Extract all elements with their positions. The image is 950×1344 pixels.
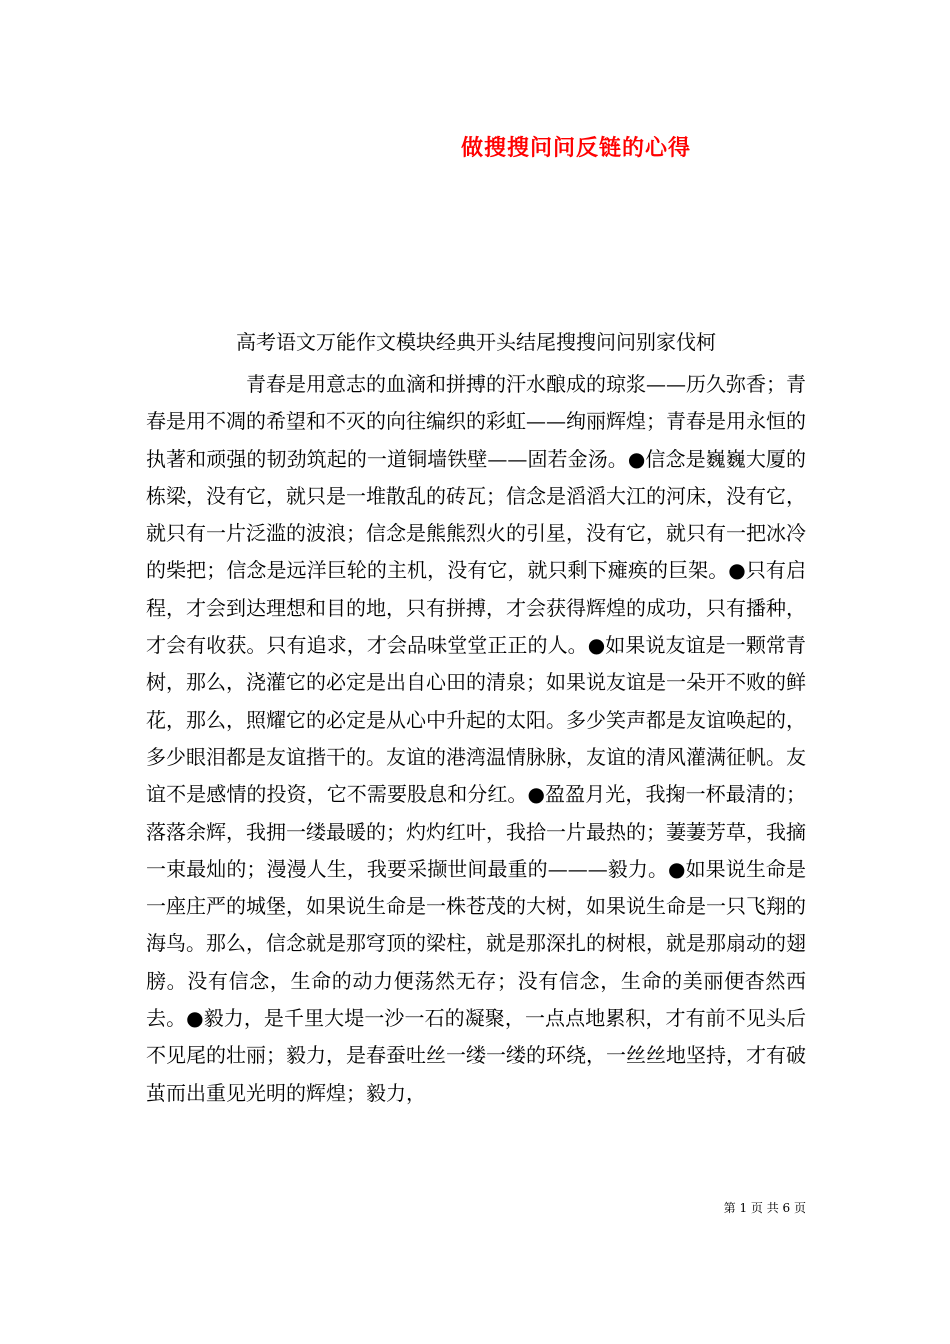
document-body: 青春是用意志的血滴和拼搏的汗水酿成的琼浆——历久弥香；青春是用不凋的希望和不灭的向往编织的彩虹——绚丽辉煌；青春是用永恒的执著和顽强的韧劲筑起的一道铜墙铁壁——固若金汤。●信念是巍巍大厦的栋梁，没有它，就只是一堆散乱的砖瓦；信念是滔滔大江的河床，没有它，就只有一片泛滥的波浪；信念是熊熊烈火的引星，没有它，就只有一把冰冷的柴把；信念是远洋巨轮的主机，没有它，就只剩下瘫痪的巨架。●只有启程，才会到达理想和目的地，只有拼搏，才会获得辉煌的成功，只有播种，才会有收获。只有追求，才会品味堂堂正正的人。●如果说友谊是一颗常青树，那么，浇灌它的必定是出自心田的清泉；如果说友谊是一朵开不败的鲜花，那么，照耀它的必定是从心中升起的太阳。多少笑声都是友谊唤起的，多少眼泪都是友谊揩干的。友谊的港湾温情脉脉，友谊的清风灌满征帆。友谊不是感情的投资，它不需要股息和分红。●盈盈月光，我掬一杯最清的；落落余辉，我拥一缕最暖的；灼灼红叶，我拾一片最热的；萋萋芳草，我摘一束最灿的；漫漫人生，我要采撷世间最重的———毅力。●如果说生命是一座庄严的城堡，如果说生命是一株苍茂的大树，如果说生命是一只飞翔的海鸟。那么，信念就是那穹顶的梁柱，就是那深扎的树根，就是那扇动的翅膀。没有信念，生命的动力便荡然无存；没有信念，生命的美丽便杳然西去。●毅力，是千里大堤一沙一石的凝聚，一点点地累积，才有前不见头后不见尾的壮丽；毅力，是春蚕吐丝一缕一缕的环绕，一丝丝地坚持，才有破茧而出重见光明的辉煌；毅力， (146, 372, 806, 1105)
document-title: 做搜搜问问反链的心得 (460, 136, 691, 161)
page-number: 第 1 页 共 6 页 (723, 1201, 806, 1215)
document-subtitle: 高考语文万能作文模块经典开头结尾搜搜问问别家伐柯 (236, 330, 716, 354)
